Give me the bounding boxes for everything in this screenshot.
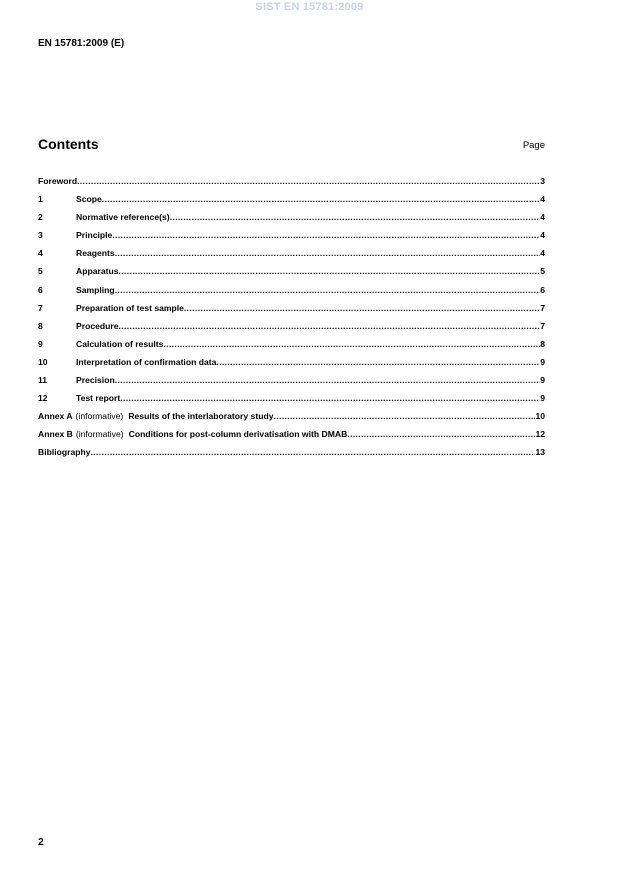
toc-entry-number: 11 — [38, 375, 48, 386]
toc-leader-dots — [216, 355, 540, 369]
toc-entry-title: Conditions for post-column derivatisation with DMAB — [128, 429, 348, 440]
toc-leader-dots — [115, 373, 541, 387]
annex-label: Annex A — [38, 411, 73, 422]
toc-entry-title: Normative reference(s) — [76, 212, 170, 223]
document-id: EN 15781:2009 (E) — [38, 38, 125, 49]
toc-entry-test-report[interactable] — [38, 391, 545, 409]
toc-entry-page: 3 — [540, 176, 545, 186]
toc-entry-title: Foreword — [38, 176, 78, 186]
toc-entry-annex-b[interactable] — [38, 427, 545, 445]
toc-entry-procedure[interactable] — [38, 319, 545, 337]
toc-leader-dots — [115, 246, 541, 260]
toc-entry-number: 6 — [38, 284, 43, 295]
toc-entry-number: 5 — [38, 266, 43, 277]
toc-entry-sampling[interactable] — [38, 283, 545, 301]
toc-entry-number: 8 — [38, 320, 43, 331]
toc-entry-normative-references[interactable] — [38, 210, 545, 228]
toc-entry-interpretation-of-confirmation-data[interactable] — [38, 355, 545, 373]
toc-entry-page: 10 — [535, 411, 545, 422]
toc-entry-page: 6 — [540, 284, 545, 295]
toc-entry-preparation-of-test-sample[interactable] — [38, 301, 545, 319]
annex-informative-tag: (informative) — [75, 411, 124, 422]
toc-entry-page: 7 — [540, 302, 545, 313]
toc-entry-number: 9 — [38, 338, 43, 349]
toc-leader-dots — [119, 319, 541, 333]
toc-entry-page: 9 — [540, 375, 545, 386]
toc-entry-page: 13 — [535, 447, 545, 458]
toc-entry-title: Sampling — [76, 284, 115, 295]
toc-entry-number: 4 — [38, 248, 43, 259]
toc-entry-title: Interpretation of confirmation data — [76, 356, 217, 367]
table-of-contents — [38, 174, 545, 464]
toc-entry-page: 9 — [540, 393, 545, 404]
toc-entry-annex-a[interactable] — [38, 409, 545, 427]
toc-entry-number: 3 — [38, 230, 43, 241]
toc-entry-title: Reagents — [76, 248, 115, 259]
toc-entry-page: 4 — [540, 230, 545, 241]
toc-entry-page: 4 — [540, 212, 545, 223]
toc-entry-page: 4 — [540, 194, 545, 205]
toc-entry-page: 5 — [540, 266, 545, 277]
watermark-text: SIST EN 15781:2009 — [255, 1, 364, 13]
toc-entry-precision[interactable] — [38, 373, 545, 391]
toc-entry-apparatus[interactable] — [38, 264, 545, 282]
toc-leader-dots — [184, 301, 540, 315]
toc-entry-page: 12 — [535, 429, 545, 440]
toc-entry-title: Precision — [76, 375, 115, 386]
toc-entry-title: Results of the interlaboratory study — [128, 411, 274, 422]
toc-entry-number: 10 — [38, 356, 48, 367]
toc-leader-dots — [115, 283, 541, 297]
toc-entry-bibliography[interactable] — [38, 445, 545, 463]
contents-heading: Contents — [38, 136, 99, 152]
annex-informative-tag: (informative) — [75, 429, 124, 440]
toc-entry-page: 4 — [540, 248, 545, 259]
toc-entry-page: 8 — [540, 338, 545, 349]
toc-entry-title: Preparation of test sample — [76, 302, 184, 313]
toc-entry-number: 2 — [38, 212, 43, 223]
toc-entry-title: Bibliography — [38, 447, 91, 458]
toc-entry-reagents[interactable] — [38, 246, 545, 264]
toc-leader-dots — [91, 445, 536, 459]
toc-leader-dots — [119, 264, 541, 278]
toc-entry-number: 12 — [38, 393, 48, 404]
toc-leader-dots — [77, 174, 540, 188]
page-column-label: Page — [522, 140, 545, 151]
toc-entry-page: 9 — [540, 356, 545, 367]
toc-entry-principle[interactable] — [38, 228, 545, 246]
toc-entry-scope[interactable] — [38, 192, 545, 210]
toc-leader-dots — [112, 228, 540, 242]
toc-leader-dots — [120, 391, 540, 405]
toc-entry-number: 7 — [38, 302, 43, 313]
toc-entry-number: 1 — [38, 194, 43, 205]
toc-leader-dots — [347, 427, 535, 441]
toc-leader-dots — [163, 337, 540, 351]
page-number: 2 — [38, 836, 44, 848]
toc-entry-title: Apparatus — [76, 266, 119, 277]
toc-entry-page: 7 — [540, 320, 545, 331]
toc-entry-foreword[interactable] — [38, 174, 545, 192]
toc-entry-title: Principle — [76, 230, 113, 241]
annex-label: Annex B — [38, 429, 73, 440]
toc-entry-title: Test report — [76, 393, 121, 404]
toc-entry-calculation-of-results[interactable] — [38, 337, 545, 355]
toc-entry-title: Scope — [76, 194, 102, 205]
toc-entry-title: Procedure — [76, 320, 119, 331]
toc-leader-dots — [170, 210, 541, 224]
toc-leader-dots — [102, 192, 540, 206]
toc-entry-title: Calculation of results — [76, 338, 164, 349]
toc-leader-dots — [273, 409, 535, 423]
